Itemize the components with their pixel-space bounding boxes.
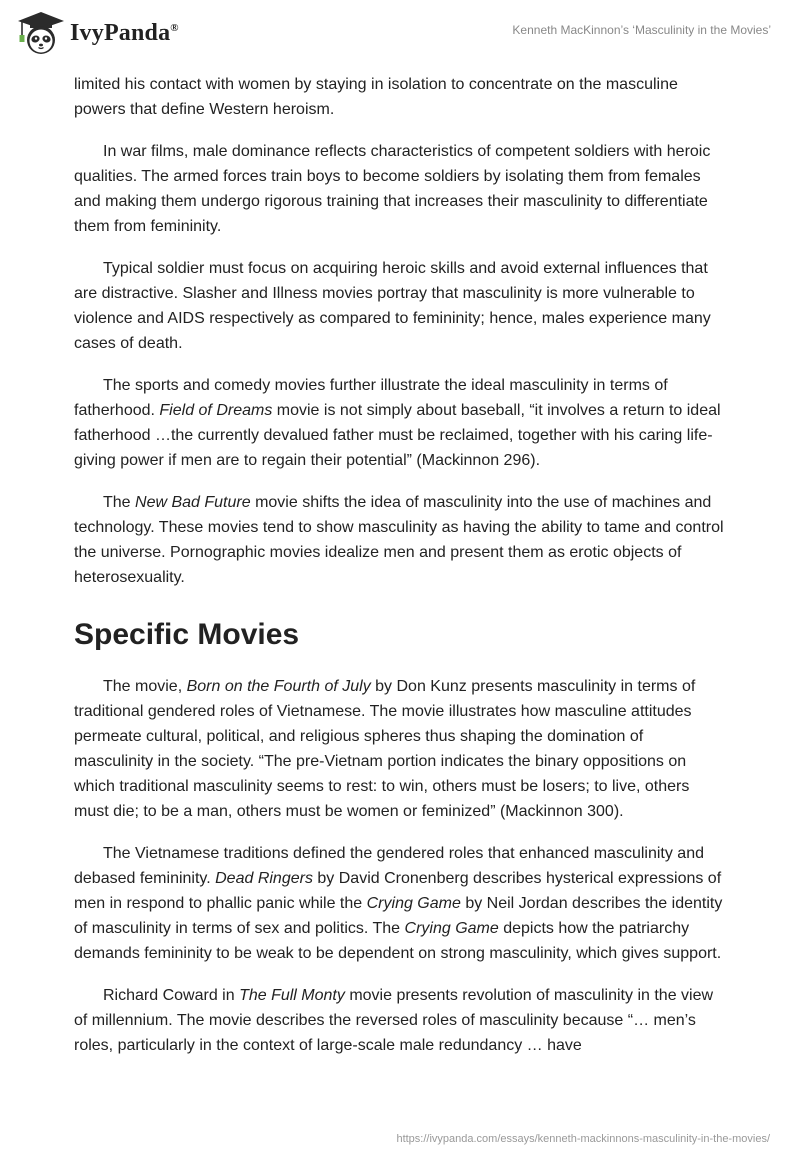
- section-heading: Specific Movies: [74, 618, 300, 651]
- movie-title: Born on the Fourth of July: [186, 678, 371, 695]
- panda-icon: [14, 9, 68, 57]
- movie-title: New Bad Future: [135, 494, 251, 511]
- movie-title: Field of Dreams: [159, 402, 273, 419]
- paragraph-3: Typical soldier must focus on acquiring heroic skills and avoid external influences that are distractive. Slasher and Illness movies portray that masculinity is more vulnerable to violence and AIDS respectively as compared to femininity; hence, males experience many cases of death.: [74, 260, 711, 352]
- article-body: [74, 72, 726, 1075]
- movie-title: Crying Game: [404, 920, 499, 937]
- paragraph-6: The movie, Born on the Fourth of July by Don Kunz presents masculinity in terms of traditional gendered roles of Vietnamese. The movie illustrates how masculine attitudes permeate cultural, political, and religious spheres thus shaping the domination of masculinity in the society. “The pre-Vietnam portion indicates the binary oppositions on which traditional masculinity seems to rest: to win, others must be losers; to live, others must die; to be a man, others must be women or feminized” (Mackinnon 300).: [74, 678, 696, 820]
- paragraph-2: In war films, male dominance reflects characteristics of competent soldiers with heroic qualities. The armed forces train boys to become soldiers by isolating them from females and making them undergo rigorous training that increases their masculinity to differentiate them from femininity.: [74, 143, 711, 235]
- running-title: Kenneth MacKinnon’s ‘Masculinity in the Movies’: [512, 23, 771, 37]
- page-header: [0, 0, 800, 68]
- movie-title: The Full Monty: [239, 987, 345, 1004]
- movie-title: Crying Game: [366, 895, 461, 912]
- paragraph-5: The New Bad Future movie shifts the idea of masculinity into the use of machines and technology. These movies tend to show masculinity as having the ability to tame and control the universe. Pornographic movies idealize men and present them as erotic objects of heterosexuality.: [74, 494, 724, 586]
- source-url[interactable]: https://ivypanda.com/essays/kenneth-mackinnons-masculinity-in-the-movies/: [396, 1133, 770, 1145]
- movie-title: Dead Ringers: [215, 870, 313, 887]
- paragraph-7: The Vietnamese traditions defined the gendered roles that enhanced masculinity and debased femininity. Dead Ringers by David Cronenberg describes hysterical expressions of men in respond to phallic panic while the Crying Game by Neil Jordan describes the identity of masculinity in terms of sex and politics. The Crying Game depicts how the patriarchy demands femininity to be weak to be dependent on strong masculinity, which gives support.: [74, 845, 723, 962]
- paragraph-1: limited his contact with women by staying in isolation to concentrate on the masculine powers that define Western heroism.: [74, 76, 678, 118]
- brand-name: IvyPanda®: [70, 19, 179, 46]
- paragraph-8: Richard Coward in The Full Monty movie presents revolution of masculinity in the view of millennium. The movie describes the reversed roles of masculinity because “… men’s roles, particularly in the context of large-scale male redundancy … have: [74, 987, 714, 1054]
- ivypanda-logo[interactable]: [14, 9, 179, 57]
- paragraph-4: The sports and comedy movies further illustrate the ideal masculinity in terms of fatherhood. Field of Dreams movie is not simply about baseball, “it involves a return to ideal fatherhood …the currently devalued father must be reclaimed, together with his caring life-giving power if men are to regain their potential” (Mackinnon 296).: [74, 377, 721, 469]
